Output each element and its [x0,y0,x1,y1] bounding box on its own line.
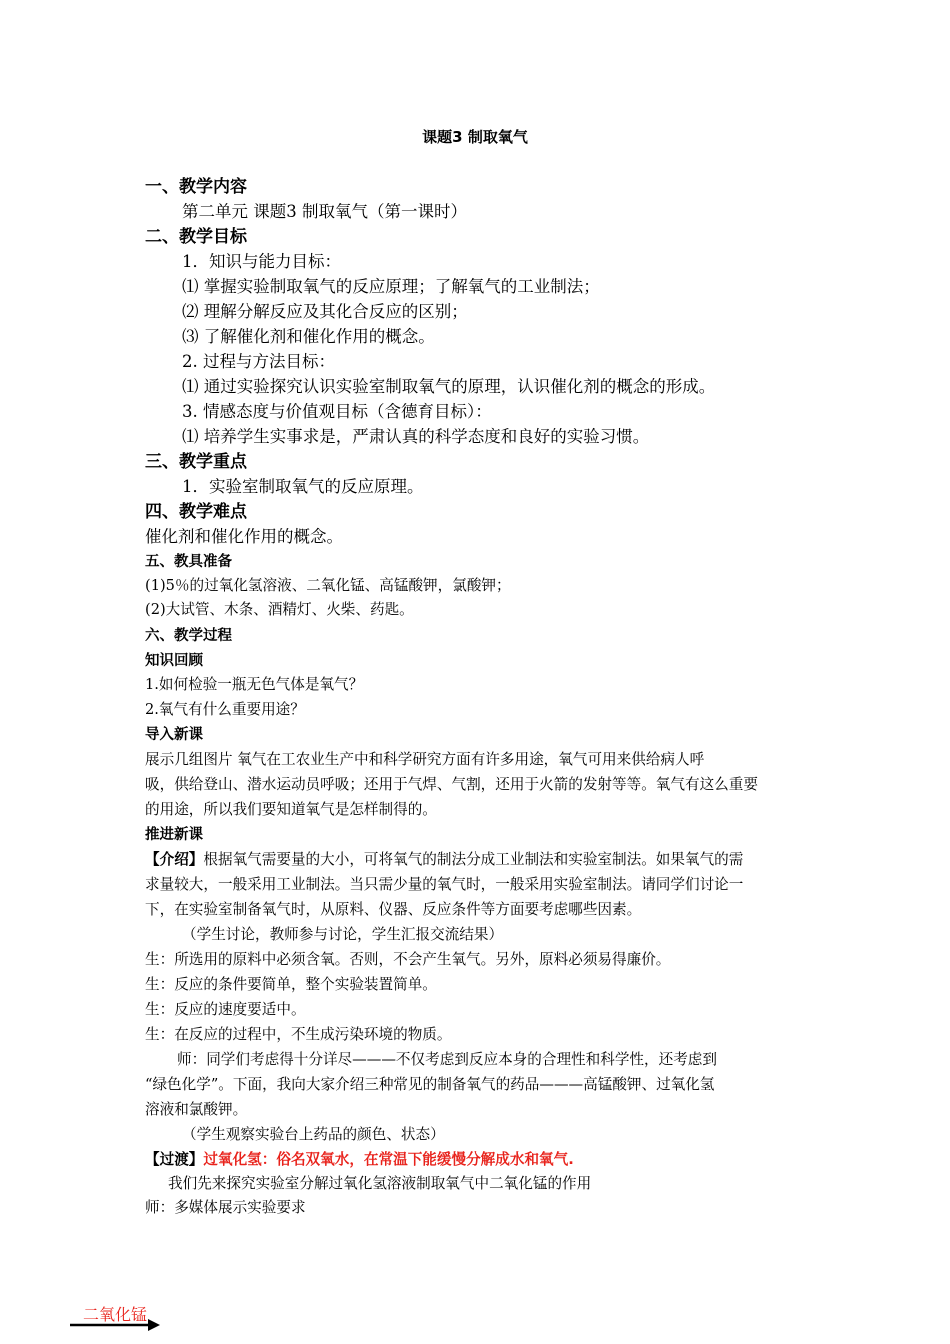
subheading-advance: 推进新课 [145,827,203,843]
review-question: 1.如何检验一瓶无色气体是氧气？ [145,676,364,693]
explore-line: 我们先来探究实验室分解过氧化氢溶液制取氧气中二氧化锰的作用 [168,1175,592,1192]
section-heading-goals: 二、教学目标 [145,227,247,247]
reaction-arrow-icon [70,1318,160,1332]
advance-paragraph: 下，在实验室制备氧气时，从原料、仪器、反应条件等方面要考虑哪些因素。 [145,901,642,918]
section-heading-keypoint: 三、教学重点 [145,452,247,472]
goal-attitude-item: ⑴ 培养学生实事求是，严肃认真的科学态度和良好的实验习惯。 [182,427,650,446]
page-title: 课题3 制取氧气 [422,128,528,146]
keypoint-line: 1．实验室制取氧气的反应原理。 [182,477,424,496]
difficulty-line: 催化剂和催化作用的概念。 [145,527,343,546]
intro-paragraph: 的用途，所以我们要知道氧气是怎样制得的。 [145,801,437,818]
intro-paragraph: 吸，供给登山、潜水运动员呼吸；还用于气焊、气割，还用于火箭的发射等等。氧气有这么重要 [145,776,758,793]
intro-paragraph: 展示几组图片 氧气在工农业生产中和科学研究方面有许多用途，氧气可用来供给病人呼 [145,751,705,768]
catalyst-label: 二氧化锰 [83,1305,148,1324]
section-heading-difficulty: 四、教学难点 [145,502,247,522]
teacher-remark: “绿色化学”。下面，我向大家介绍三种常见的制备氧气的药品———高锰酸钾、过氧化氢 [145,1076,715,1093]
discussion-note: （学生讨论，教师参与讨论，学生汇报交流结果） [182,926,504,943]
student-answer: 生：所选用的原料中必须含氧。否则，不会产生氧气。另外，原料必须易得廉价。 [145,951,671,968]
goal-knowledge-item: ⑴ 掌握实验制取氧气的反应原理；了解氧气的工业制法； [182,277,600,296]
teacher-remark: 溶液和氯酸钾。 [145,1101,248,1118]
advance-paragraph [145,850,743,870]
student-answer: 生：在反应的过程中，不生成污染环境的物质。 [145,1026,452,1043]
goal-knowledge-item: ⑵ 理解分解反应及其化合反应的区别； [182,302,468,321]
goal-process: 2. 过程与方法目标： [182,352,335,371]
section-heading-materials: 五、教具准备 [145,554,232,570]
transition-line [145,1150,574,1170]
intro-tag: 【介绍】 [145,851,204,868]
materials-line: (1)5％的过氧化氢溶液、二氧化锰、高锰酸钾，氯酸钾； [145,577,511,594]
goal-attitude: 3. 情感态度与价值观目标（含德育目标）： [182,402,492,421]
section-heading-process: 六、教学过程 [145,628,232,644]
goal-process-item: ⑴ 通过实验探究认识实验室制取氧气的原理，认识催化剂的概念的形成。 [182,377,716,396]
goal-knowledge: 1．知识与能力目标： [182,252,341,271]
transition-tag: 【过渡】 [145,1151,204,1168]
student-answer: 生：反应的速度要适中。 [145,1001,306,1018]
content-line: 第二单元 课题3 制取氧气（第一课时） [182,202,467,221]
transition-highlight: 过氧化氢：俗名双氧水，在常温下能缓慢分解成水和氧气. [203,1151,574,1168]
advance-text: 根据氧气需要量的大小，可将氧气的制法分成工业制法和实验室制法。如果氧气的需 [203,851,744,868]
section-heading-content: 一、教学内容 [145,177,247,197]
advance-paragraph: 求量较大，一般采用工业制法。当只需少量的氧气时，一般采用实验室制法。请同学们讨论一 [145,876,744,893]
subheading-intro: 导入新课 [145,727,203,743]
teacher-remark: 师：同学们考虑得十分详尽———不仅考虑到反应本身的合理性和科学性，还考虑到 [177,1051,717,1068]
review-question: 2.氧气有什么重要用途？ [145,701,305,718]
goal-knowledge-item: ⑶ 了解催化剂和催化作用的概念。 [182,327,435,346]
subheading-review: 知识回顾 [145,653,203,669]
teacher-media-line: 师：多媒体展示实验要求 [145,1199,306,1216]
materials-line: (2)大试管、木条、酒精灯、火柴、药匙。 [145,601,414,618]
observation-note: （学生观察实验台上药品的颜色、状态） [182,1126,445,1143]
student-answer: 生：反应的条件要简单，整个实验装置简单。 [145,976,437,993]
